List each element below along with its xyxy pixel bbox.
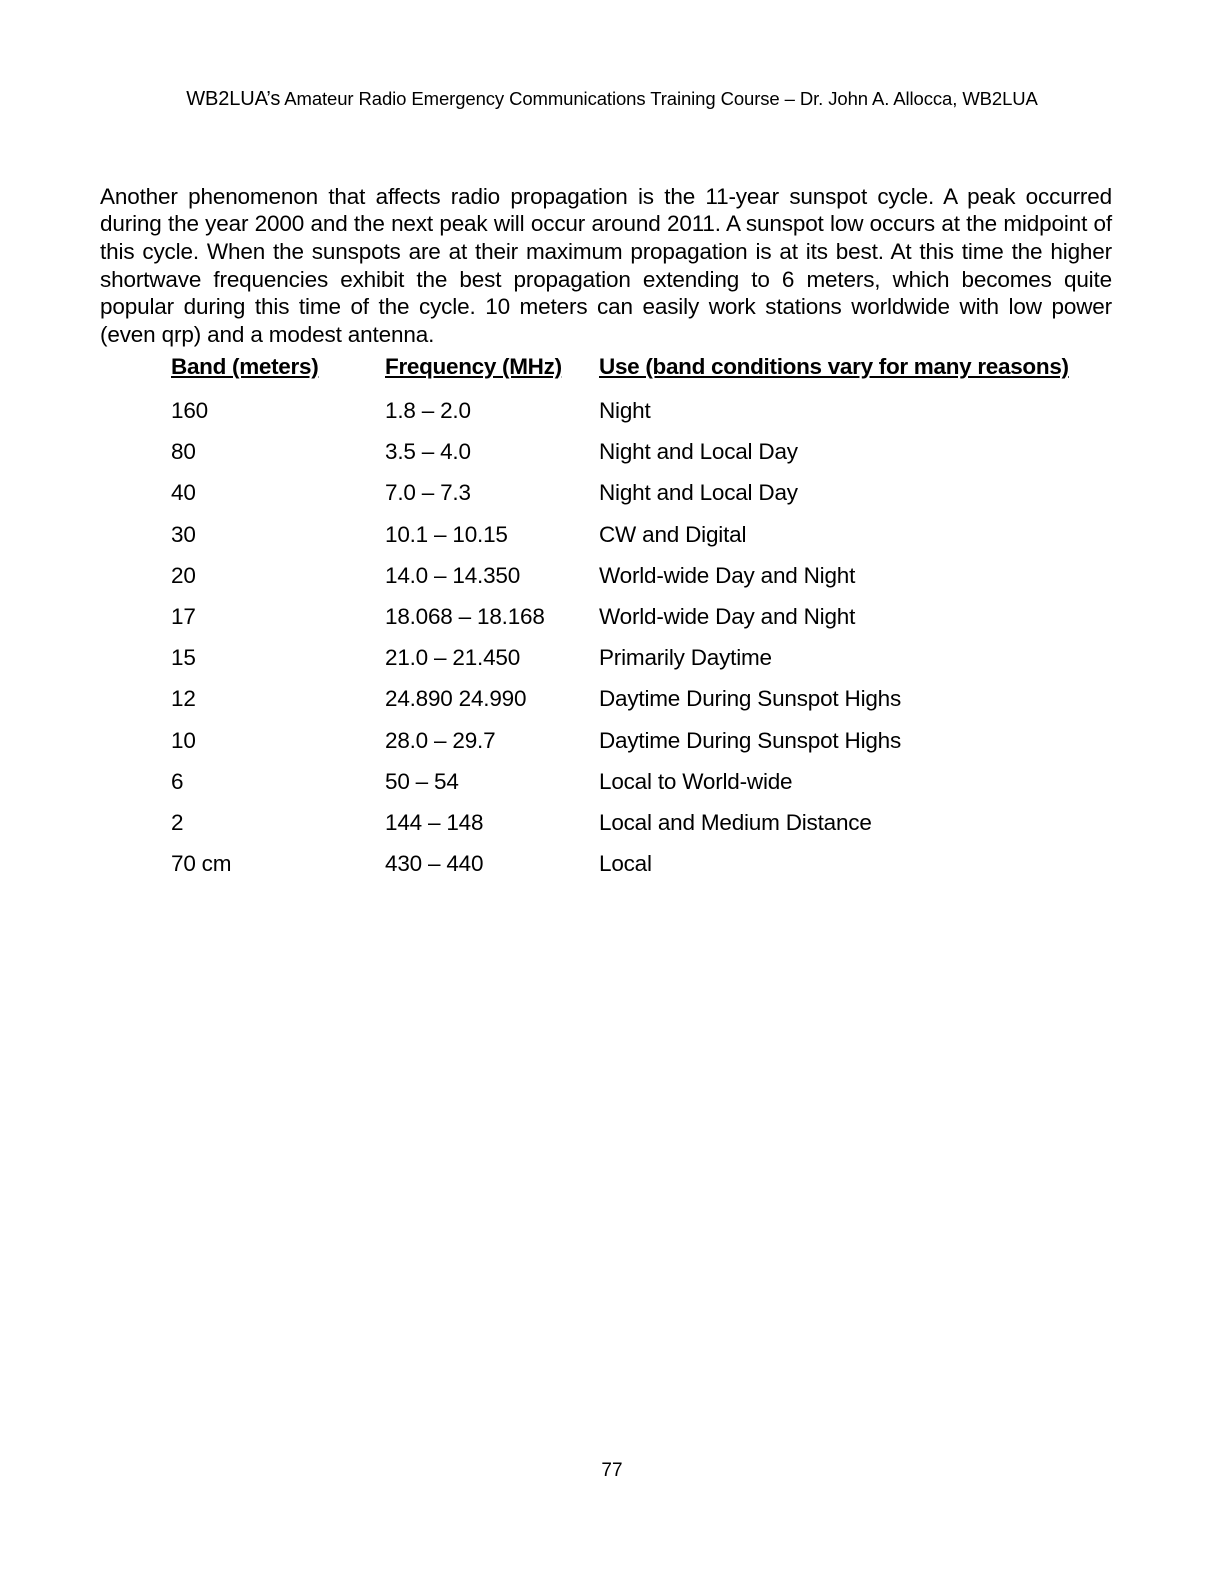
cell-band: 15 [171, 645, 196, 671]
table-row [171, 630, 1119, 671]
cell-use: Daytime During Sunspot Highs [599, 727, 902, 753]
header-use: Use (band conditions vary for many reasons) [599, 354, 1069, 379]
cell-use: Night and Local Day [599, 480, 798, 506]
cell-use: Primarily Daytime [599, 645, 772, 671]
cell-use: Night [599, 398, 651, 423]
cell-use: Night and Local Day [599, 439, 798, 465]
cell-use: Daytime During Sunspot Highs [599, 686, 902, 712]
cell-frequency: 24.890 24.990 [385, 686, 527, 712]
cell-band: 70 cm [171, 851, 232, 877]
table-row [171, 386, 1119, 424]
cell-frequency: 10.1 – 10.15 [385, 521, 508, 547]
body-paragraph: Another phenomenon that affects radio propagation is the 11-year sunspot cycle. A peak occurred during the year 2000 and the next peak will occur around 2011. A sunspot low occurs at the midpoint of this cycle. When the sunspots are at their maximum propagation is at its best. At this time the higher shortwave frequencies exhibit the best propagation extending to 6 meters, which becomes quite popular during this time of the cycle. 10 meters can easily work stations worldwide with low power (even qrp) and a modest antenna. [100, 183, 1112, 348]
header-frequency: Frequency (MHz) [385, 354, 562, 379]
cell-use: World-wide Day and Night [599, 603, 856, 629]
cell-band: 6 [171, 768, 184, 794]
table-row [171, 506, 1119, 547]
cell-use: World-wide Day and Night [599, 562, 856, 588]
table-row [171, 589, 1119, 630]
cell-frequency: 50 – 54 [385, 768, 459, 794]
cell-frequency: 21.0 – 21.450 [385, 645, 521, 671]
running-header [0, 88, 1224, 111]
header-title: Amateur Radio Emergency Communications Training Course – Dr. John A. Allocca, WB2LUA [280, 88, 1038, 109]
header-band: Band (meters) [171, 354, 319, 379]
cell-frequency: 14.0 – 14.350 [385, 562, 521, 588]
table-row [171, 671, 1119, 712]
cell-band: 2 [171, 809, 184, 835]
page-number: 77 [601, 1460, 623, 1481]
cell-frequency: 7.0 – 7.3 [385, 480, 471, 506]
table-row [171, 712, 1119, 753]
cell-band: 30 [171, 521, 196, 547]
table-row [171, 836, 1119, 877]
table-header-row [171, 354, 1119, 386]
cell-frequency: 3.5 – 4.0 [385, 439, 471, 465]
cell-band: 10 [171, 727, 196, 753]
cell-use: CW and Digital [599, 521, 747, 547]
header-callsign: WB2LUA’s [186, 88, 281, 110]
cell-band: 17 [171, 603, 196, 629]
cell-frequency: 18.068 – 18.168 [385, 603, 545, 629]
cell-band: 40 [171, 480, 196, 506]
cell-band: 12 [171, 686, 196, 712]
cell-frequency: 430 – 440 [385, 851, 484, 877]
table-row [171, 754, 1119, 795]
cell-band: 80 [171, 439, 196, 465]
table-row [171, 795, 1119, 836]
band-table [171, 354, 1119, 877]
cell-frequency: 144 – 148 [385, 809, 484, 835]
cell-frequency: 28.0 – 29.7 [385, 727, 496, 753]
cell-use: Local [599, 851, 652, 877]
cell-band: 20 [171, 562, 196, 588]
cell-use: Local to World-wide [599, 768, 793, 794]
cell-band: 160 [171, 398, 208, 423]
table-row [171, 424, 1119, 465]
cell-frequency: 1.8 – 2.0 [385, 398, 471, 423]
table-row [171, 548, 1119, 589]
cell-use: Local and Medium Distance [599, 809, 872, 835]
table-row [171, 465, 1119, 506]
